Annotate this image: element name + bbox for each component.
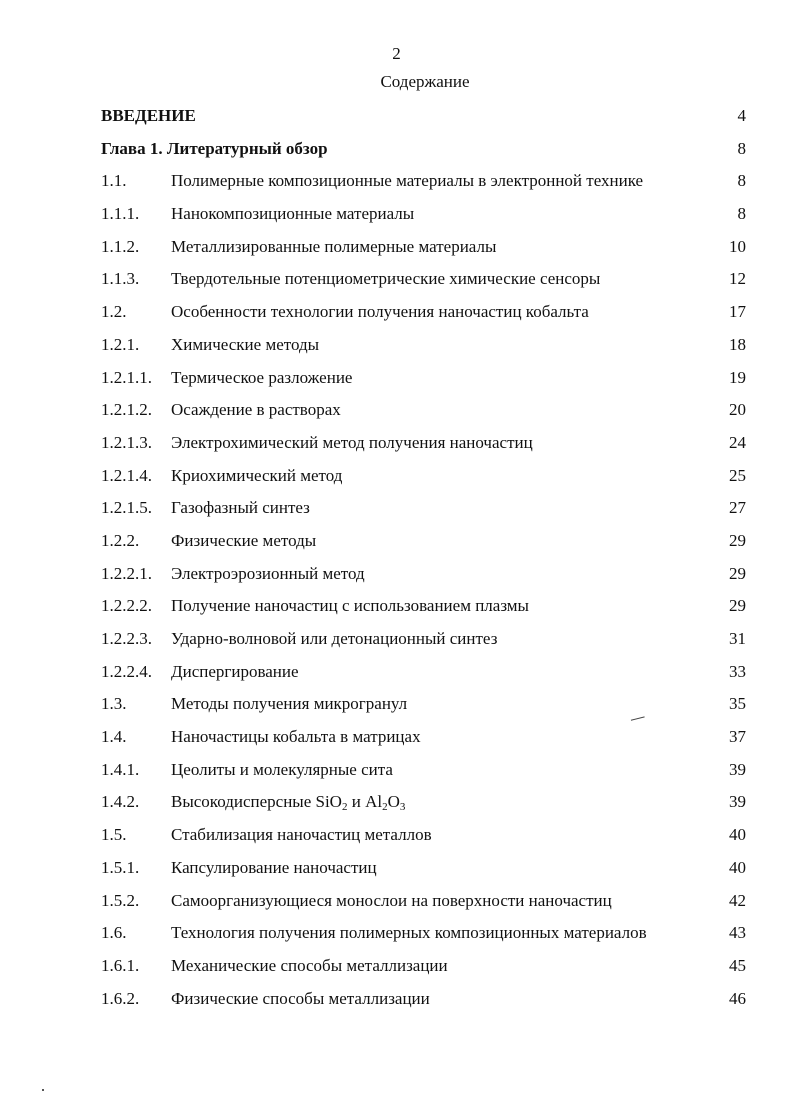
toc-entry-number: 1.5.2. xyxy=(101,890,140,910)
toc-entry xyxy=(101,659,746,692)
toc-entry-page: 27 xyxy=(729,498,746,518)
toc-entry-number: 1.2.1.2. xyxy=(101,400,152,420)
toc-entry xyxy=(101,561,746,594)
toc-entry xyxy=(101,724,746,757)
toc-entry-title: Твердотельные потенциометрические химические сенсоры xyxy=(171,269,601,289)
toc-entry-page: 24 xyxy=(729,432,746,452)
toc-entry xyxy=(101,888,746,921)
toc-entry xyxy=(101,691,746,724)
toc-entry-number: 1.1.2. xyxy=(101,236,140,256)
toc-entry xyxy=(101,528,746,561)
toc-entry-title: Технология получения полимерных композиционных материалов xyxy=(171,923,647,943)
toc-entry-page: 17 xyxy=(729,302,746,322)
toc-entry-title: Химические методы xyxy=(171,334,320,354)
toc-entry-number: 1.1. xyxy=(101,171,127,191)
toc-entry-number: 1.2.1.5. xyxy=(101,498,152,518)
toc-entry-number: 1.6.2. xyxy=(101,988,140,1008)
toc-entry xyxy=(101,593,746,626)
toc-entry-number: 1.2.2.3. xyxy=(101,629,152,648)
toc-entry-page: 39 xyxy=(729,792,746,812)
toc-entry-number: 1.1.1. xyxy=(101,204,140,224)
toc-entry xyxy=(101,920,746,953)
toc-entry xyxy=(101,168,746,201)
toc-entry xyxy=(101,397,746,430)
toc-entry-page: 29 xyxy=(729,563,746,583)
toc-entry-title: Нанокомпозиционные материалы xyxy=(171,204,415,224)
toc-entry-page: 43 xyxy=(729,923,746,943)
toc-entry-page: 42 xyxy=(729,890,746,910)
toc-entry xyxy=(101,855,746,888)
toc-entry-number: 1.6.1. xyxy=(101,955,140,975)
toc-entry-number: 1.5.1. xyxy=(101,857,140,877)
toc-entry-chapter-1 xyxy=(101,136,746,169)
toc-entry-title: Методы получения микрогранул xyxy=(171,694,408,714)
toc-entry-page: 40 xyxy=(729,825,746,845)
toc-entry xyxy=(101,986,746,1019)
toc-entry-page: 46 xyxy=(729,988,746,1008)
toc-entry xyxy=(101,201,746,234)
toc-entry-page: 19 xyxy=(729,367,746,387)
toc-entry-title: Наночастицы кобальта в матрицах xyxy=(171,727,421,747)
toc-entry-number: 1.1.3. xyxy=(101,269,140,289)
toc-entry-number: 1.2.2.1. xyxy=(101,563,152,583)
toc-entry-page: 10 xyxy=(729,236,746,256)
toc-entry-number: 1.4.1. xyxy=(101,759,140,779)
toc-entry xyxy=(101,626,746,659)
toc-entry-page: 40 xyxy=(729,857,746,877)
toc-entry-title: Криохимический метод xyxy=(171,465,343,485)
toc-entry-number: 1.4. xyxy=(101,727,127,747)
toc-entry-title: Глава 1. Литературный обзор xyxy=(101,138,328,158)
toc-entry-page: 4 xyxy=(737,106,746,125)
toc-entry xyxy=(101,757,746,790)
toc-entry-number: 1.2.2.4. xyxy=(101,661,152,681)
toc-entry-title: Термическое разложение xyxy=(171,367,353,387)
toc-entry xyxy=(101,463,746,496)
toc-entry-number: 1.2.1.3. xyxy=(101,432,152,452)
toc-entry-number: 1.4.2. xyxy=(101,792,140,812)
toc-entry-title: Механические способы металлизации xyxy=(171,955,448,975)
toc-entry-number: 1.6. xyxy=(101,923,127,943)
toc-entry-page: 37 xyxy=(729,727,746,747)
toc-entry xyxy=(101,332,746,365)
toc-entry xyxy=(101,266,746,299)
toc-entry xyxy=(101,789,746,822)
toc-entry-introduction xyxy=(101,103,746,136)
toc-entry-page: 29 xyxy=(729,530,746,550)
toc-entry xyxy=(101,299,746,332)
toc-entry xyxy=(101,495,746,528)
toc-entry-number: 1.2.1. xyxy=(101,334,140,354)
toc-entry-title: Стабилизация наночастиц металлов xyxy=(171,825,432,845)
toc-entry xyxy=(101,822,746,855)
toc-entry-page: 8 xyxy=(737,204,746,224)
toc-entry-title: Капсулирование наночастиц xyxy=(171,857,377,877)
toc-entry-page: 33 xyxy=(729,661,746,681)
toc-entry xyxy=(101,365,746,398)
toc-entry-page: 35 xyxy=(729,694,746,714)
toc-entry-page: 12 xyxy=(729,269,746,289)
toc-entry-page: 20 xyxy=(729,400,746,420)
toc-title: Содержание xyxy=(380,72,470,91)
toc-entry-title: Газофазный синтез xyxy=(171,498,310,518)
toc-entry-number: 1.2.2.2. xyxy=(101,596,152,616)
toc-entry xyxy=(101,430,746,463)
toc-entry-number: 1.5. xyxy=(101,825,127,845)
toc-entry-title: Получение наночастиц с использованием плазмы xyxy=(171,596,529,616)
toc-entry-page: 8 xyxy=(737,138,746,158)
page-number: 2 xyxy=(392,44,401,63)
toc-entry-number: 1.2.1.1. xyxy=(101,367,152,387)
toc-entry-title: Особенности технологии получения наночастиц кобальта xyxy=(171,302,589,322)
toc-entry-title: Физические способы металлизации xyxy=(171,988,430,1008)
toc-entry-title: Полимерные композиционные материалы в электронной технике xyxy=(171,171,644,191)
toc-entry xyxy=(101,234,746,267)
scan-artifact xyxy=(42,1089,44,1091)
toc-entry-title: Самоорганизующиеся монослои на поверхности наночастиц xyxy=(171,890,612,910)
toc-entry-page: 39 xyxy=(729,759,746,779)
toc-entry xyxy=(101,953,746,986)
toc-entry-page: 8 xyxy=(737,171,746,191)
toc-entry-page: 18 xyxy=(729,334,746,354)
toc-entry-number: 1.3. xyxy=(101,694,127,714)
table-of-contents xyxy=(101,103,746,1018)
toc-entry-page: 29 xyxy=(729,596,746,616)
toc-entry-title: Электроэрозионный метод xyxy=(171,563,365,583)
toc-entry-number: 1.2. xyxy=(101,302,127,322)
toc-entry-number: 1.2.2. xyxy=(101,530,140,550)
toc-entry-title: Электрохимический метод получения наночастиц xyxy=(171,432,533,452)
toc-entry-title: Диспергирование xyxy=(171,661,299,681)
toc-entry-title: Высокодисперсные SiO$_2$ и $Al_2O_3$ xyxy=(171,792,406,814)
toc-entry-title: ВВЕДЕНИЕ xyxy=(101,106,196,125)
toc-entry-title: Ударно-волновой или детонационный синтез xyxy=(171,629,498,648)
toc-entry-page: 25 xyxy=(729,465,746,485)
toc-entry-title: Цеолиты и молекулярные сита xyxy=(171,759,393,779)
toc-entry-number: 1.2.1.4. xyxy=(101,465,152,485)
toc-entry-title: Металлизированные полимерные материалы xyxy=(171,236,497,256)
toc-entry-page: 45 xyxy=(729,955,746,975)
toc-entry-page: 31 xyxy=(729,629,746,648)
toc-entry-title: Осаждение в растворах xyxy=(171,400,341,420)
toc-entry-title: Физические методы xyxy=(171,530,317,550)
